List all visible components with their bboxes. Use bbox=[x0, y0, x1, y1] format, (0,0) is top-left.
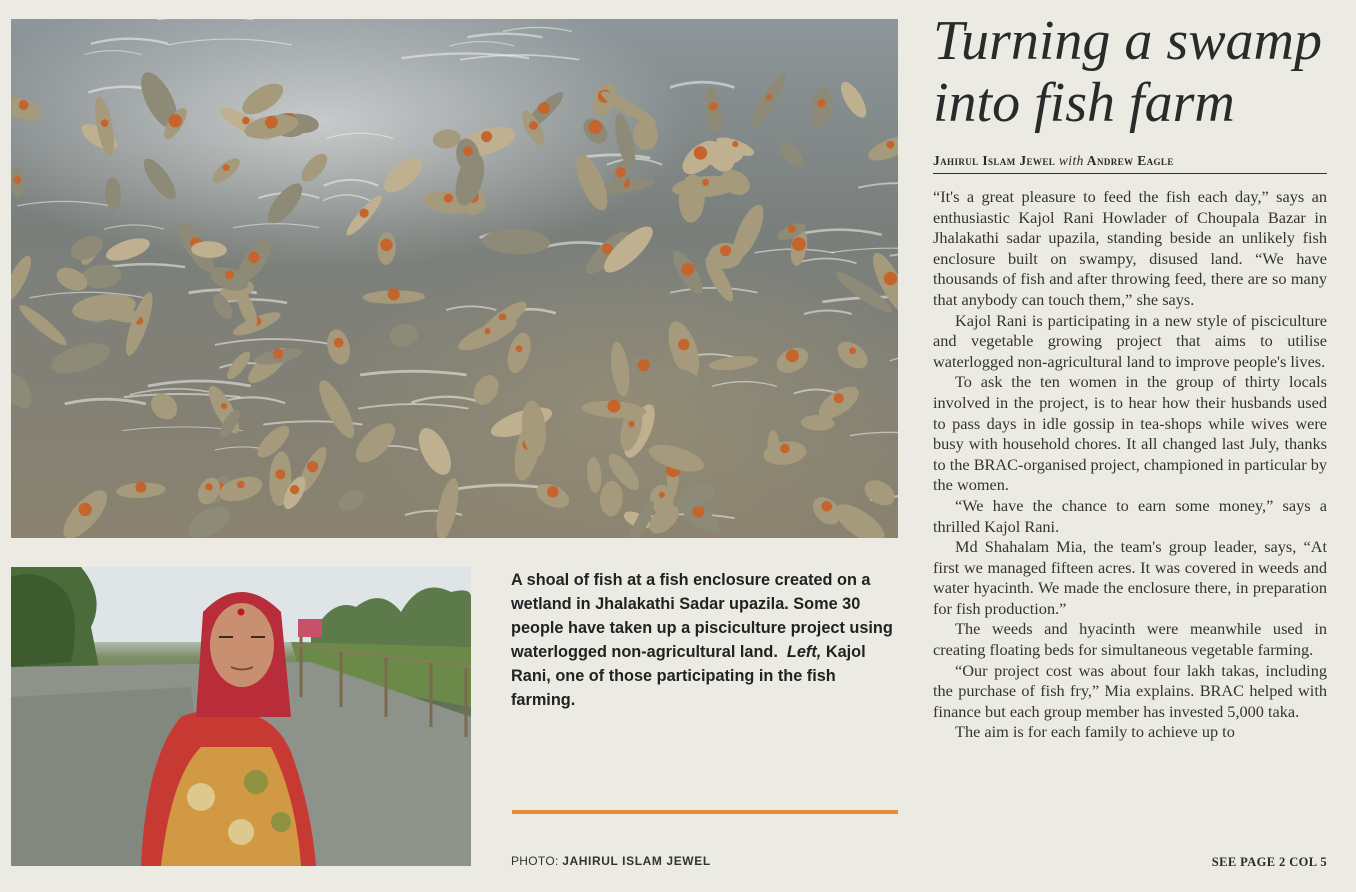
fish-mouth bbox=[732, 141, 738, 147]
fish-mouth bbox=[792, 237, 806, 251]
fish-mouth bbox=[360, 209, 369, 218]
fish-body bbox=[335, 485, 368, 515]
fish-mouth bbox=[19, 100, 29, 110]
fish-mouth bbox=[223, 164, 230, 171]
fish-mouth bbox=[678, 339, 689, 350]
fish-body bbox=[313, 376, 361, 442]
fish-mouth bbox=[692, 505, 704, 517]
photo-credit bbox=[511, 854, 711, 868]
fish-body bbox=[836, 78, 871, 121]
fish-mouth bbox=[702, 179, 709, 186]
fish-body bbox=[586, 456, 603, 494]
fish-mouth bbox=[884, 272, 897, 285]
fish-mouth bbox=[273, 349, 283, 359]
fish-body bbox=[503, 330, 535, 376]
fish-mouth bbox=[709, 102, 718, 111]
fish-body bbox=[378, 151, 428, 199]
article-headline: Turning a swamp into fish farm bbox=[933, 10, 1322, 134]
byline-coauthor: Andrew Eagle bbox=[1086, 153, 1174, 168]
fish-mouth bbox=[135, 482, 146, 493]
fish-mouth bbox=[307, 461, 318, 472]
fish-body bbox=[47, 337, 113, 379]
fish-body bbox=[297, 149, 332, 186]
article-paragraph: “Our project cost was about four lakh takas, including the purchase of fish fry,” Mia explains. BRAC helped with finance but each group member has invested 5,000 taka. bbox=[933, 660, 1327, 721]
fish-body bbox=[482, 228, 550, 256]
caption-main-text: A shoal of fish at a fish enclosure created on a wetland in Jhalakathi Sadar upazila. Some 30 people have taken up a pisciculture project using waterlogged non-agricultural land. bbox=[511, 571, 893, 661]
fish-body bbox=[253, 421, 295, 463]
fish-mouth bbox=[463, 146, 473, 156]
article-paragraph: Md Shahalam Mia, the team's group leader, says, “At first we managed fifteen acres. It was covered in weeds and water hyacinth. We made the enclosure there, in preparation for fish production.” bbox=[933, 537, 1327, 618]
fish-mouth bbox=[380, 239, 392, 251]
fish-body bbox=[860, 475, 898, 511]
fish-mouth bbox=[766, 94, 772, 100]
byline-connector: with bbox=[1058, 153, 1084, 168]
fish-mouth bbox=[221, 403, 227, 409]
photo-credit-name: JAHIRUL ISLAM JEWEL bbox=[562, 854, 711, 868]
fish-mouth bbox=[817, 99, 825, 107]
fish-body bbox=[183, 500, 236, 538]
fish-body bbox=[11, 93, 44, 124]
fish-mouth bbox=[237, 481, 245, 489]
fish-mouth bbox=[334, 338, 344, 348]
fish-body bbox=[103, 234, 152, 265]
article-paragraph: To ask the ten women in the group of thirty locals involved in the project, is to hear how their husbands used to pass days in idle gossip in tea-shops while wives were busy with household chores. It all changed last July, thanks to the BRAC-organised project, championed in particular by the women. bbox=[933, 372, 1327, 495]
fish-body bbox=[412, 423, 457, 480]
fish-mouth bbox=[659, 492, 665, 498]
article-paragraph: The aim is for each family to achieve up to bbox=[955, 722, 1235, 742]
fish-mouth bbox=[720, 245, 731, 256]
fish-mouth bbox=[849, 347, 856, 354]
fish-mouth bbox=[290, 485, 299, 494]
fish-mouth bbox=[834, 393, 844, 403]
fish-mouth bbox=[616, 167, 626, 177]
fish-body bbox=[16, 301, 70, 350]
fish-mouth bbox=[265, 116, 278, 129]
fish-body bbox=[387, 321, 420, 350]
fish-mouth bbox=[529, 121, 538, 130]
fish-body bbox=[11, 368, 38, 413]
fish-mouth bbox=[14, 176, 22, 184]
fish-mouth bbox=[681, 263, 694, 276]
fish-mouth bbox=[485, 328, 491, 334]
fish-mouth bbox=[628, 421, 634, 427]
byline bbox=[933, 153, 1327, 174]
fish-body bbox=[432, 476, 463, 538]
fish-mouth bbox=[694, 146, 707, 159]
fish-body bbox=[776, 138, 809, 172]
fish-body bbox=[53, 263, 91, 295]
fish-body bbox=[599, 480, 624, 517]
continuation-jump[interactable]: SEE PAGE 2 COL 5 bbox=[1211, 855, 1327, 869]
fish-body bbox=[262, 178, 308, 229]
fish-mouth bbox=[169, 114, 182, 127]
article-body bbox=[933, 187, 1327, 743]
fish-mouth bbox=[821, 501, 832, 512]
article-paragraph: Kajol Rani is participating in a new style of pisciculture and vegetable growing project that aims to utilise waterlogged non-agricultural land to improve people's lives. bbox=[933, 310, 1327, 371]
fish-mouth bbox=[589, 120, 603, 134]
fish-body bbox=[11, 253, 36, 304]
fish-body bbox=[608, 341, 632, 398]
portrait-photo bbox=[11, 567, 471, 866]
fish-mouth bbox=[275, 469, 285, 479]
fish-mouth bbox=[79, 503, 92, 516]
photo-credit-label: PHOTO: bbox=[511, 854, 559, 868]
fish-mouth bbox=[886, 141, 894, 149]
portrait-illustration bbox=[11, 567, 471, 866]
fish-mouth bbox=[547, 486, 559, 498]
fish-body bbox=[138, 154, 181, 204]
fish-mouth bbox=[788, 225, 796, 233]
caption-left-label: Left, bbox=[786, 643, 822, 661]
fish-mouth bbox=[388, 288, 400, 300]
caption-tail-text: Kajol Rani, one of those participating in the fish farming. bbox=[511, 643, 866, 709]
fish-shoal-photo bbox=[11, 19, 898, 538]
fish-body bbox=[469, 371, 504, 410]
fish-mouth bbox=[444, 194, 453, 203]
fish-mouth bbox=[248, 252, 259, 263]
fish-mouth bbox=[481, 131, 492, 142]
article-paragraph: “We have the chance to earn some money,” says a thrilled Kajol Rani. bbox=[933, 495, 1327, 536]
fish-body bbox=[237, 77, 288, 120]
article-paragraph: The weeds and hyacinth were meanwhile used in creating floating beds for simultaneous vegetable farming. bbox=[933, 619, 1327, 660]
fish-shoal-illustration bbox=[11, 19, 898, 538]
fish-mouth bbox=[225, 270, 234, 279]
fish-body bbox=[833, 336, 873, 374]
fish-body bbox=[570, 151, 614, 214]
photo-caption bbox=[511, 568, 896, 712]
fish-mouth bbox=[538, 102, 550, 114]
fish-mouth bbox=[516, 345, 523, 352]
fish-mouth bbox=[101, 119, 109, 127]
fish-mouth bbox=[786, 349, 799, 362]
fish-mouth bbox=[242, 117, 250, 125]
accent-divider bbox=[512, 810, 898, 814]
byline-author: Jahirul Islam Jewel bbox=[933, 153, 1056, 168]
fish-mouth bbox=[608, 400, 621, 413]
fish-mouth bbox=[638, 359, 650, 371]
article-paragraph: “It's a great pleasure to feed the fish each day,” says an enthusiastic Kajol Rani Howlader of Choupala Bazar in Jhalakathi sadar upazila, standing beside an unlikely fish enclosure built on swampy, disused land. “We have thousands of fish and after throwing feed, there are so many that anybody can touch them,” she says. bbox=[933, 187, 1327, 309]
fish-mouth bbox=[780, 444, 789, 453]
fish-body bbox=[865, 131, 898, 165]
fish-mouth bbox=[205, 483, 213, 491]
